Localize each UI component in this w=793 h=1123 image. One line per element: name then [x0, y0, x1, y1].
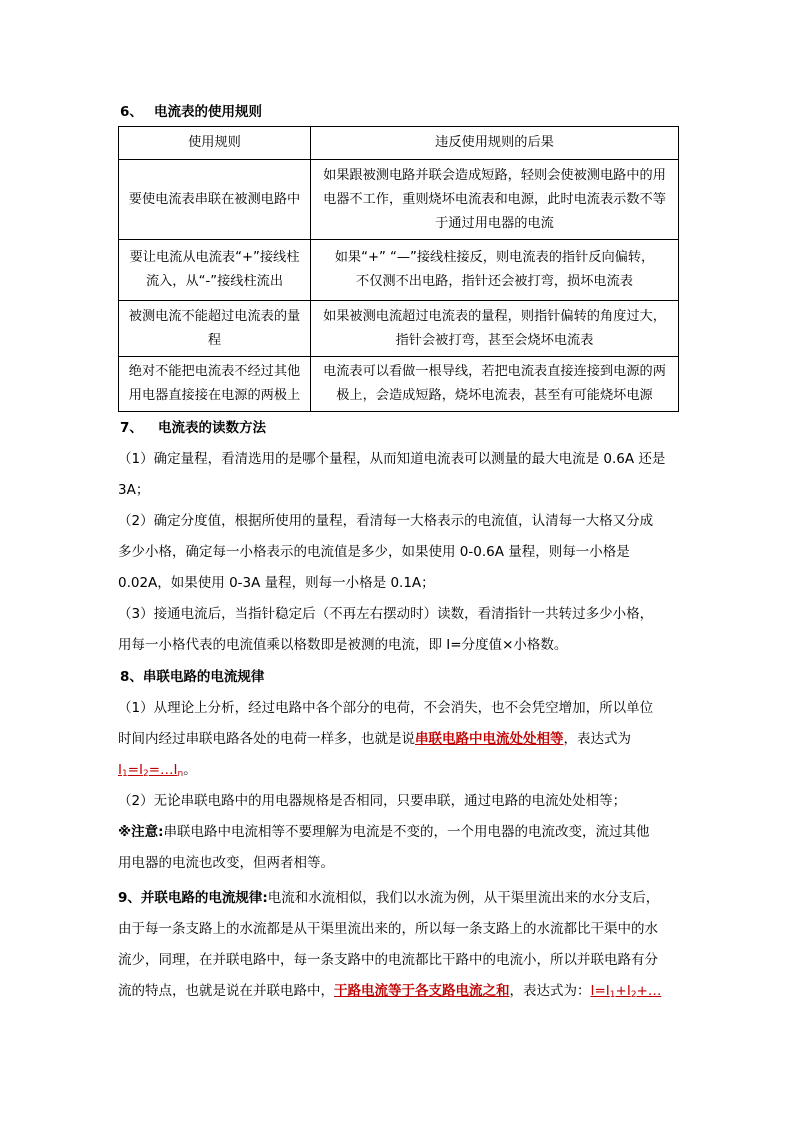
paragraph-line: （2）无论串联电路中的用电器规格是否相同，只要串联，通过电路的电流处处相等；: [118, 793, 627, 809]
rule-cell: [119, 357, 311, 412]
series-formula: $I_1=I_2=\dots I_n$: [118, 762, 184, 779]
rule-text: 流入，从“-”接线柱流出: [145, 274, 284, 289]
paragraph-line: （1）从理论上分析，经过电路中各个部分的电荷，不会消失，也不会凭空增加，所以单位: [118, 700, 654, 716]
consequence-text: 极上，会造成短路，烧坏电流表，甚至有可能烧坏电源: [336, 388, 653, 403]
paragraph-line: [118, 883, 678, 914]
text-run: 电流和水流相似，我们以水流为例，从干渠里流出来的水分支后，: [267, 890, 660, 906]
section-7-body: [118, 444, 678, 661]
section-6-heading: [120, 102, 262, 122]
consequence-cell: [311, 357, 679, 412]
note-label: ※注意:: [118, 824, 164, 840]
paragraph-line: （3）接通电流后，当指针稳定后（不再左右摆动时）读数，看清指针一共转过多少小格，: [118, 606, 654, 622]
consequence-text: 电器不工作，重则烧坏电流表和电源，此时电流表示数不等: [323, 191, 666, 207]
header-consequence: 违反使用规则的后果: [311, 127, 679, 160]
text-run: ，表达式为：: [509, 983, 591, 999]
consequence-text: 如果跟被测电路并联会造成短路，轻则会使被测电路中的用: [323, 167, 666, 183]
consequence-text: 不仅测不出电路，指针还会被打弯，损坏电流表: [356, 274, 633, 289]
consequence-text: 如果被测电流超过电流表的量程，则指针偏转的角度过大，: [323, 308, 666, 324]
section-8-title: 8、串联电路的电流规律: [120, 669, 265, 685]
consequence-text: 指针会被打弯，甚至会烧坏电流表: [395, 332, 594, 348]
text-run: 时间内经过串联电路各处的电荷一样多，也就是说: [118, 731, 415, 747]
text-run: 串联电路中电流相等不要理解为电流是不变的，一个用电器的电流改变，流过其他: [163, 824, 650, 840]
highlight-parallel-current-sum: 干路电流等于各支路电流之和: [334, 983, 510, 999]
paragraph-line: 由于每一条支路上的水流都是从干渠里流出来的，所以每一条支路上的水流都比干渠中的水: [118, 921, 658, 937]
table-row: [119, 357, 679, 412]
paragraph-line: （1）确定量程，看清选用的是哪个量程，从而知道电流表可以测量的最大电流是 0.6A 还是: [118, 451, 666, 467]
paragraph-line: 0.02A，如果使用 0-3A 量程，则每一小格是 0.1A；: [118, 575, 435, 591]
parallel-formula: $I=I_1+I_2+\dots$: [590, 983, 662, 1000]
rule-text: 被测电流不能超过电流表的量: [128, 308, 301, 324]
consequence-text: 于通过用电器的电流: [435, 215, 554, 231]
table-row: [119, 301, 679, 357]
section-8-body: [118, 693, 678, 879]
section-6-title: 电流表的使用规则: [154, 104, 262, 120]
paragraph-line: 3A；: [118, 482, 150, 498]
table-row: [119, 160, 679, 240]
paragraph-line: [118, 724, 678, 755]
section-9-title: 9、并联电路的电流规律:: [118, 890, 268, 906]
consequence-cell: [311, 160, 679, 240]
section-6-number: 6、: [120, 104, 143, 120]
note-line: [118, 817, 678, 848]
section-9-body: [118, 883, 678, 1007]
consequence-text: 电流表可以看做一根导线，若把电流表直接连接到电源的两: [323, 364, 666, 379]
rule-text: 要让电流从电流表“+”接线柱: [129, 250, 300, 265]
rule-text: 绝对不能把电流表不经过其他: [128, 364, 301, 379]
paragraph-line: [118, 976, 678, 1007]
rule-text: 用电器直接接在电源的两极上: [128, 388, 301, 403]
consequence-cell: [311, 301, 679, 357]
section-7-heading: [120, 418, 266, 438]
series-formula-line: [118, 755, 678, 786]
consequence-cell: [311, 240, 679, 301]
paragraph-line: 多少小格，确定每一小格表示的电流值是多少，如果使用 0-0.6A 量程，则每一小格是: [118, 544, 630, 560]
highlight-series-current-equal: 串联电路中电流处处相等: [415, 731, 564, 747]
paragraph-line: 用电器的电流也改变，但两者相等。: [118, 855, 334, 871]
paragraph-line: （2）确定分度值，根据所使用的量程，看清每一大格表示的电流值，认清每一大格又分成: [118, 513, 654, 529]
section-7-title: 电流表的读数方法: [158, 420, 266, 436]
rule-cell: [119, 240, 311, 301]
paragraph-line: 流少，同理，在并联电路中，每一条支路中的电流都比干路中的电流小，所以并联电路有分: [118, 952, 658, 968]
text-run: ，表达式为: [563, 731, 631, 747]
text-run: 。: [183, 762, 197, 778]
table-row: [119, 240, 679, 301]
header-rule: 使用规则: [119, 127, 311, 160]
table-header-row: [119, 127, 679, 160]
section-7-number: 7、: [120, 420, 143, 436]
consequence-text: 如果“+” “—”接线柱接反，则电流表的指针反向偏转，: [334, 250, 655, 265]
section-8-heading: [120, 667, 264, 687]
ammeter-rules-table: [118, 126, 679, 412]
rule-text: 要使电流表串联在被测电路中: [128, 191, 301, 207]
text-run: 流的特点，也就是说在并联电路中，: [118, 983, 334, 999]
rule-cell: [119, 301, 311, 357]
rule-text: 程: [207, 332, 222, 348]
rule-cell: [119, 160, 311, 240]
paragraph-line: 用每一小格代表的电流值乘以格数即是被测的电流，即 I=分度值×小格数。: [118, 637, 568, 653]
